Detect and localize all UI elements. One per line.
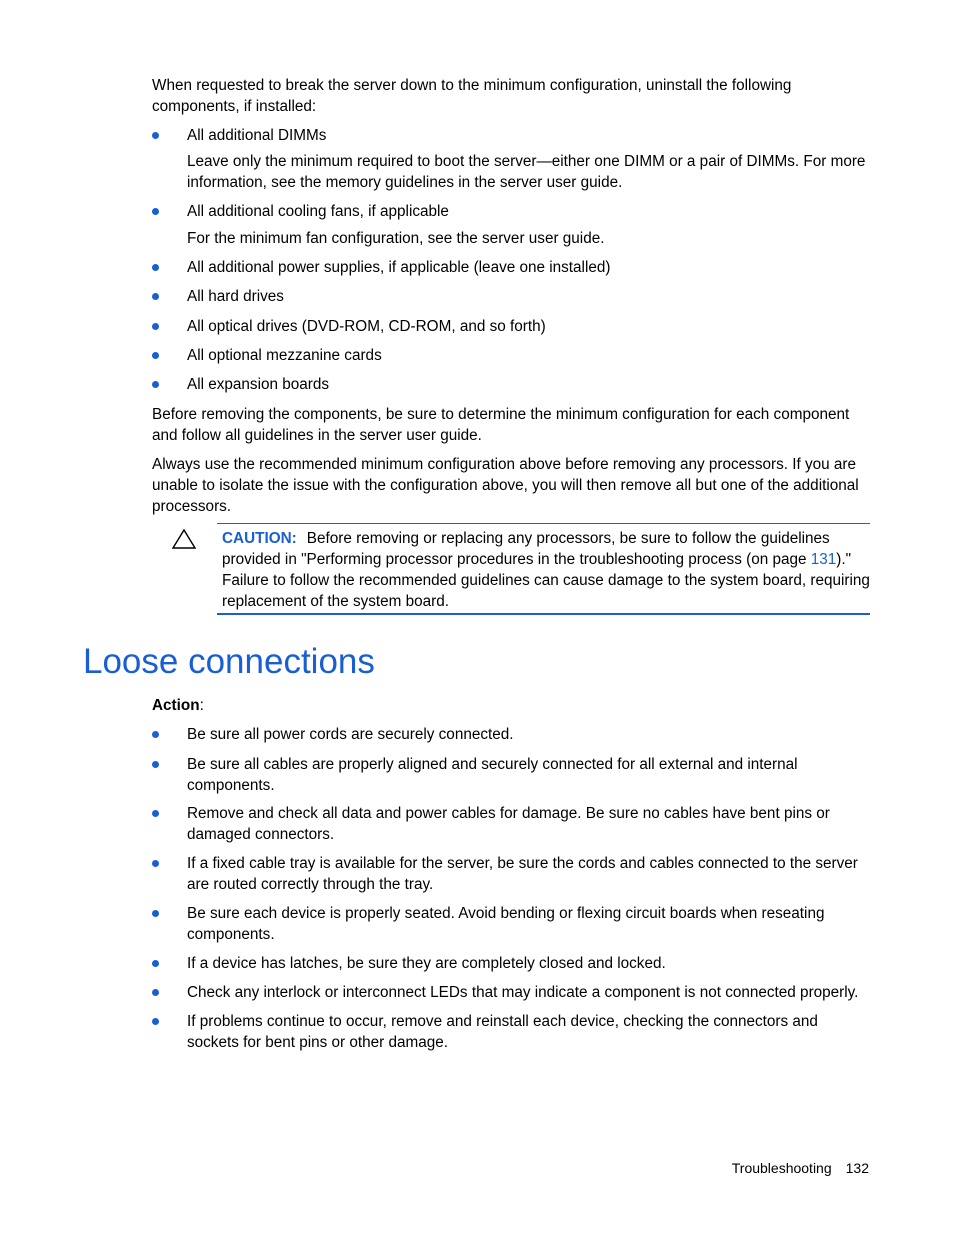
list-item-note: Leave only the minimum required to boot the server—either one DIMM or a pair of DIMMs. For more information, see the memory guidelines in the server user guide. (187, 153, 866, 191)
list-item-text: All expansion boards (187, 376, 330, 393)
list-item-note: For the minimum fan configuration, see the server user guide. (187, 230, 605, 247)
bullet-icon (152, 1018, 159, 1025)
bullet-icon (152, 132, 159, 139)
bullet-icon (152, 989, 159, 996)
list-item-text: If a fixed cable tray is available for the server, be sure the cords and cables connected to the server are routed correctly through the tray. (187, 855, 858, 893)
page-footer (718, 1158, 869, 1179)
caution-label: CAUTION: (222, 530, 297, 547)
bullet-icon (152, 761, 159, 768)
page-link[interactable]: 131 (810, 551, 837, 568)
intro-paragraph: When requested to break the server down to the minimum configuration, uninstall the following components, if installed: (152, 77, 792, 115)
bullet-icon (152, 731, 159, 738)
footer-section: Troubleshooting (731, 1160, 832, 1176)
caution-text-part: )." Failure to follow the recommended guidelines can cause damage to the system board, requiring replacement of the system board. (222, 551, 870, 610)
bullet-icon (152, 810, 159, 817)
bullet-icon (152, 352, 159, 359)
caution-triangle-icon (172, 529, 196, 549)
list-item-text: Be sure all power cords are securely connected. (187, 726, 514, 743)
bullet-icon (152, 208, 159, 215)
caution-box (217, 523, 870, 615)
page-number: 132 (845, 1160, 869, 1176)
list-item-text: All additional power supplies, if applicable (leave one installed) (187, 259, 611, 276)
list-item-text: All additional DIMMs (187, 127, 327, 144)
action-colon: : (199, 697, 204, 714)
list-item-text: Check any interlock or interconnect LEDs that may indicate a component is not connected properly. (187, 984, 859, 1001)
list-item-text: Remove and check all data and power cables for damage. Be sure no cables have bent pins or damaged connectors. (187, 805, 830, 843)
list-item-text: All optical drives (DVD-ROM, CD-ROM, and so forth) (187, 318, 546, 335)
bullet-icon (152, 323, 159, 330)
bullet-icon (152, 264, 159, 271)
list-item-text: All optional mezzanine cards (187, 347, 382, 364)
list-item-text: If a device has latches, be sure they are completely closed and locked. (187, 955, 666, 972)
bullet-icon (152, 860, 159, 867)
list-item-text: Be sure each device is properly seated. Avoid bending or flexing circuit boards when reseating components. (187, 905, 825, 943)
action-label: Action (152, 697, 200, 714)
list-item-text: All additional cooling fans, if applicable (187, 203, 449, 220)
bullet-icon (152, 960, 159, 967)
caution-text-part: Before removing or replacing any processors, be sure to follow the guidelines provided in "Performing processor procedures in the troubleshooting process (on page (222, 530, 830, 568)
action-heading (152, 695, 872, 716)
list-item-text: All hard drives (187, 288, 284, 305)
bullet-icon (152, 910, 159, 917)
paragraph-before-removing: Before removing the components, be sure to determine the minimum configuration for each component and follow all guidelines in the server user guide. (152, 406, 850, 444)
bullet-icon (152, 293, 159, 300)
list-item-text: If problems continue to occur, remove and reinstall each device, checking the connectors and sockets for bent pins or other damage. (187, 1013, 818, 1051)
bullet-icon (152, 381, 159, 388)
list-item-text: Be sure all cables are properly aligned and securely connected for all external and internal components. (187, 756, 798, 794)
section-title: Loose connections (83, 642, 375, 681)
paragraph-always-use: Always use the recommended minimum configuration above before removing any processors. If you are unable to isolate the issue with the configuration above, you will then remove all but one of the additional processors. (152, 456, 859, 515)
caution-text (222, 528, 870, 612)
